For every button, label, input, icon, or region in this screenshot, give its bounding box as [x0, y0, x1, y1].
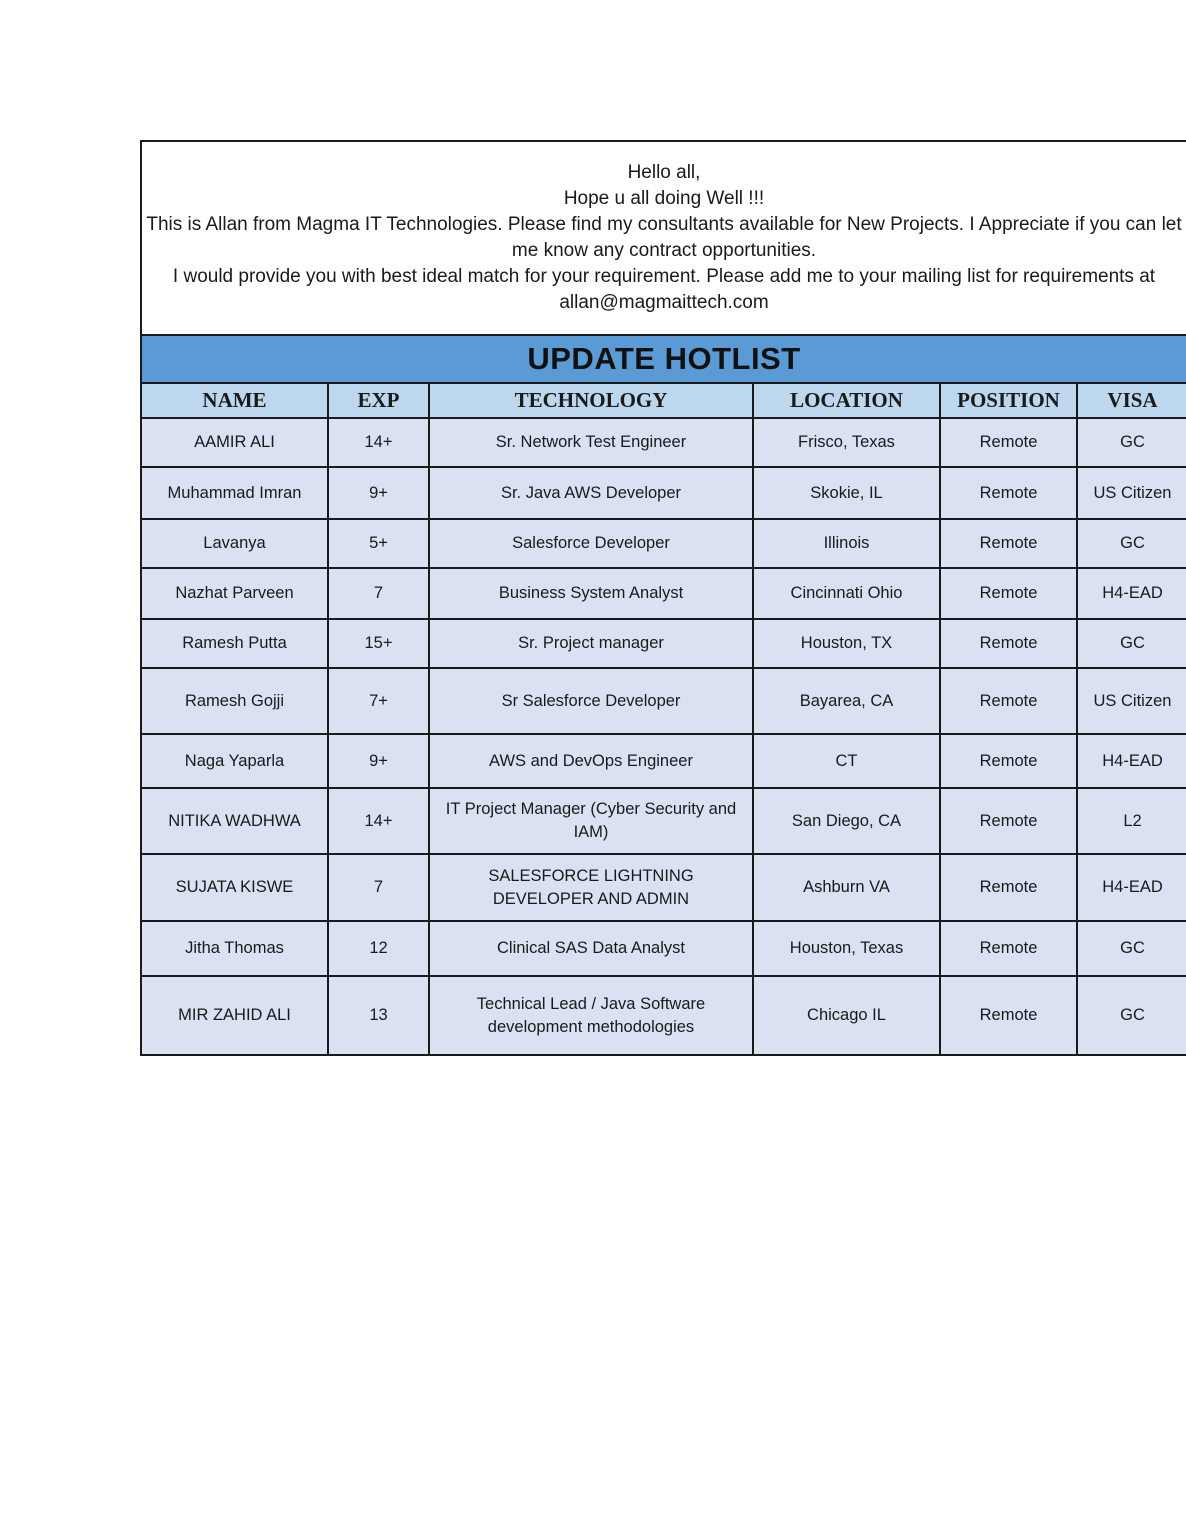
cell-technology: AWS and DevOps Engineer	[429, 734, 753, 788]
cell-name: Nazhat Parveen	[142, 568, 328, 619]
cell-visa: GC	[1077, 976, 1186, 1055]
cell-visa: L2	[1077, 788, 1186, 854]
cell-name: NITIKA WADHWA	[142, 788, 328, 854]
column-header-location: LOCATION	[753, 384, 940, 418]
cell-location: Ashburn VA	[753, 854, 940, 921]
cell-location: Frisco, Texas	[753, 418, 940, 467]
wellwish-line: Hope u all doing Well !!!	[563, 188, 765, 209]
cell-technology: IT Project Manager (Cyber Security and IAM)	[429, 788, 753, 854]
hotlist-table	[142, 384, 1186, 1056]
column-header-visa: VISA	[1077, 384, 1186, 418]
cell-visa: GC	[1077, 519, 1186, 568]
cell-visa: US Citizen	[1077, 467, 1186, 519]
cell-exp: 7+	[328, 668, 429, 734]
cell-visa: H4-EAD	[1077, 568, 1186, 619]
table-row	[142, 668, 1186, 734]
hotlist-sheet	[140, 140, 1186, 1056]
cell-visa: GC	[1077, 418, 1186, 467]
cell-technology: Sr. Network Test Engineer	[429, 418, 753, 467]
cell-position: Remote	[940, 921, 1077, 976]
table-row	[142, 788, 1186, 854]
cell-position: Remote	[940, 854, 1077, 921]
cell-exp: 7	[328, 568, 429, 619]
cell-visa: H4-EAD	[1077, 734, 1186, 788]
cell-location: San Diego, CA	[753, 788, 940, 854]
column-header-technology: TECHNOLOGY	[429, 384, 753, 418]
cell-name: Muhammad Imran	[142, 467, 328, 519]
cell-technology: SALESFORCE LIGHTNING DEVELOPER AND ADMIN	[429, 854, 753, 921]
cell-name: Lavanya	[142, 519, 328, 568]
cell-location: CT	[753, 734, 940, 788]
table-row	[142, 854, 1186, 921]
cell-position: Remote	[940, 568, 1077, 619]
table-row	[142, 519, 1186, 568]
header-row	[142, 384, 1186, 418]
column-header-position: POSITION	[940, 384, 1077, 418]
cell-position: Remote	[940, 788, 1077, 854]
cell-technology: Business System Analyst	[429, 568, 753, 619]
mailing-list-line: I would provide you with best ideal match for your requirement. Please add me to your mailing list for requirements at allan@magmaittech.com	[172, 266, 1156, 313]
cell-location: Illinois	[753, 519, 940, 568]
table-row	[142, 418, 1186, 467]
cell-exp: 14+	[328, 788, 429, 854]
cell-exp: 9+	[328, 467, 429, 519]
cell-name: Ramesh Gojji	[142, 668, 328, 734]
cell-position: Remote	[940, 734, 1077, 788]
cell-position: Remote	[940, 668, 1077, 734]
cell-exp: 12	[328, 921, 429, 976]
cell-location: Houston, Texas	[753, 921, 940, 976]
cell-position: Remote	[940, 418, 1077, 467]
cell-location: Skokie, IL	[753, 467, 940, 519]
cell-technology: Clinical SAS Data Analyst	[429, 921, 753, 976]
cell-location: Bayarea, CA	[753, 668, 940, 734]
cell-visa: GC	[1077, 921, 1186, 976]
column-header-name: NAME	[142, 384, 328, 418]
table-row	[142, 976, 1186, 1055]
cell-position: Remote	[940, 619, 1077, 668]
cell-location: Cincinnati Ohio	[753, 568, 940, 619]
hotlist-title: UPDATE HOTLIST	[142, 336, 1186, 384]
column-header-exp: EXP	[328, 384, 429, 418]
cell-location: Houston, TX	[753, 619, 940, 668]
table-row	[142, 568, 1186, 619]
cell-position: Remote	[940, 519, 1077, 568]
cell-exp: 7	[328, 854, 429, 921]
cell-name: MIR ZAHID ALI	[142, 976, 328, 1055]
cell-exp: 13	[328, 976, 429, 1055]
cell-visa: H4-EAD	[1077, 854, 1186, 921]
cell-exp: 9+	[328, 734, 429, 788]
cell-name: Naga Yaparla	[142, 734, 328, 788]
table-row	[142, 921, 1186, 976]
cell-exp: 15+	[328, 619, 429, 668]
cell-name: Ramesh Putta	[142, 619, 328, 668]
cell-technology: Sr. Project manager	[429, 619, 753, 668]
cell-position: Remote	[940, 467, 1077, 519]
introduction-line: This is Allan from Magma IT Technologies. Please find my consultants available for New Projects. I Appreciate if you can let me know any contract opportunities.	[146, 214, 1182, 261]
cell-location: Chicago IL	[753, 976, 940, 1055]
cell-name: SUJATA KISWE	[142, 854, 328, 921]
cell-name: AAMIR ALI	[142, 418, 328, 467]
cell-technology: Technical Lead / Java Software development methodologies	[429, 976, 753, 1055]
table-row	[142, 467, 1186, 519]
cell-visa: GC	[1077, 619, 1186, 668]
cell-technology: Sr Salesforce Developer	[429, 668, 753, 734]
greeting-line: Hello all,	[627, 162, 701, 183]
table-row	[142, 619, 1186, 668]
cell-position: Remote	[940, 976, 1077, 1055]
cell-name: Jitha Thomas	[142, 921, 328, 976]
cell-technology: Sr. Java AWS Developer	[429, 467, 753, 519]
cell-exp: 14+	[328, 418, 429, 467]
table-row	[142, 734, 1186, 788]
cell-visa: US Citizen	[1077, 668, 1186, 734]
intro-message	[142, 142, 1186, 336]
cell-technology: Salesforce Developer	[429, 519, 753, 568]
cell-exp: 5+	[328, 519, 429, 568]
